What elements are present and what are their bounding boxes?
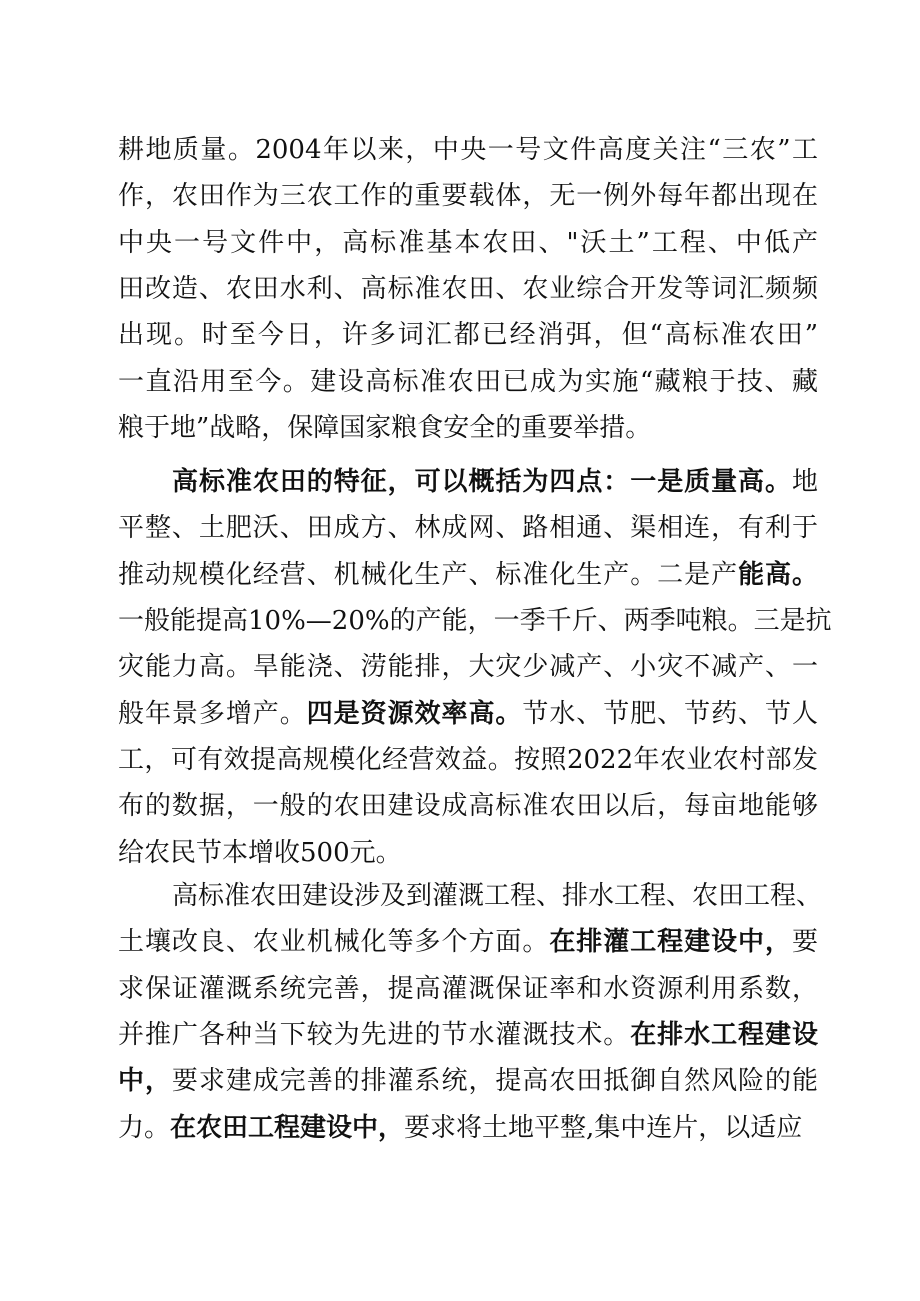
bold-text: 能高。 — [738, 560, 818, 590]
bold-text: 在排水工程建设 — [630, 1020, 818, 1050]
text-span: 节水、节肥、节药、节人 — [522, 699, 818, 729]
text-span: 一直沿用至今。建设高标准农田已成为实施“藏粮于技、藏 — [118, 367, 818, 397]
text-line — [118, 551, 818, 599]
text-span: 般年景多增产。 — [118, 699, 307, 729]
text-line — [118, 126, 818, 174]
text-span: 土壤改良、农业机械化等多个方面。 — [118, 927, 550, 957]
text-line — [118, 597, 832, 645]
text-span: 中央一号文件中，高标准基本农田、"沃土”工程、中低产 — [118, 228, 818, 258]
text-line — [118, 504, 818, 552]
text-line — [118, 918, 818, 966]
text-span: 粮于地”战略，保障国家粮食安全的重要举措。 — [118, 413, 652, 443]
bold-text: 在排灌工程建设中， — [549, 927, 792, 957]
text-span: 作，农田作为三农工作的重要载体，无一例外每年都出现在 — [118, 181, 818, 211]
text-span: 力。 — [118, 1113, 171, 1143]
text-line — [118, 643, 818, 691]
text-span: 求保证灌溉系统完善，提高灌溉保证率和水资源利用系数， — [118, 974, 818, 1004]
text-span: 要求建成完善的排灌系统，提高农田抵御自然风险的能 — [171, 1066, 818, 1096]
text-line — [118, 172, 818, 220]
text-line — [118, 690, 818, 738]
text-line — [118, 404, 818, 452]
text-span: 灾能力高。旱能浇、涝能排，大灾少减产、小灾不减产、一 — [118, 652, 818, 682]
text-span: 给农民节本增收500元。 — [118, 838, 402, 868]
text-span: 一般能提高10%—20%的产能，一季千斤、两季吨粮。三是抗 — [118, 606, 832, 636]
text-span: 出现。时至今日，许多词汇都已经消弭，但“高标准农田” — [118, 320, 818, 350]
text-line — [118, 782, 818, 830]
text-span: 耕地质量。2004年以来，中央一号文件高度关注“三农”工 — [118, 135, 818, 165]
text-line — [118, 311, 818, 359]
text-line — [118, 358, 818, 406]
text-line — [118, 265, 818, 313]
text-line — [118, 1011, 818, 1059]
text-line — [118, 965, 818, 1013]
text-line — [118, 458, 818, 506]
text-span: 工，可有效提高规模化经营效益。按照2022年农业农村部发 — [118, 745, 818, 775]
bold-text: 高标准农田的特征，可以概括为四点：一是质量高。 — [172, 467, 792, 497]
bold-text: 在农田工程建设中， — [170, 1113, 405, 1143]
text-span: 并推广各种当下较为先进的节水灌溉技术。 — [118, 1020, 631, 1050]
text-line — [118, 1104, 818, 1152]
text-span: 要求将土地平整,集中连片，以适应 — [404, 1113, 803, 1143]
text-span: 要 — [791, 927, 818, 957]
text-span: 推动规模化经营、机械化生产、标准化生产。二是产 — [118, 560, 739, 590]
text-span: 田改造、农田水利、高标准农田、农业综合开发等词汇频频 — [118, 274, 818, 304]
bold-text: 中， — [118, 1066, 172, 1096]
text-span: 布的数据，一般的农田建设成高标准农田以后，每亩地能够 — [118, 791, 818, 821]
text-line — [118, 736, 818, 784]
bold-text: 四是资源效率高。 — [306, 699, 523, 729]
text-line — [118, 872, 823, 920]
text-span: 平整、土肥沃、田成方、林成网、路相通、渠相连，有利于 — [118, 513, 818, 543]
text-line — [118, 1057, 818, 1105]
text-span: 高标准农田建设涉及到灌溉工程、排水工程、农田工程、 — [172, 881, 823, 911]
text-span: 地 — [791, 467, 818, 497]
text-line — [118, 219, 818, 267]
text-line — [118, 829, 818, 877]
